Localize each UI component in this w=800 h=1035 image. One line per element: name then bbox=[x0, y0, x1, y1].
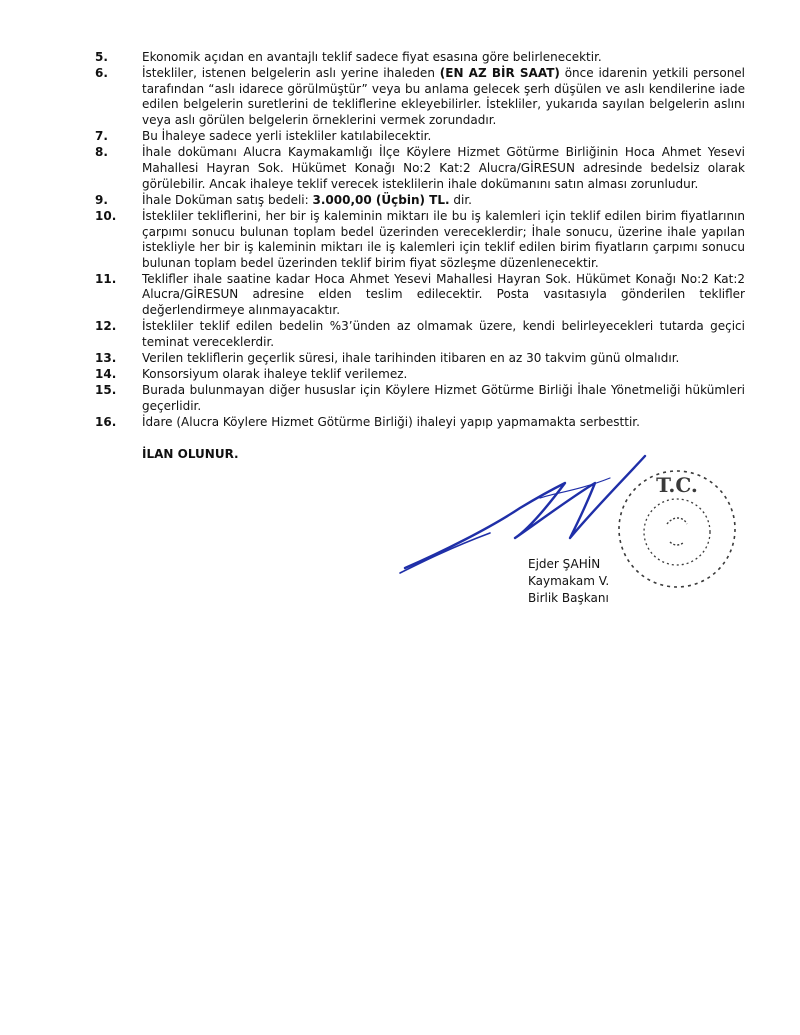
item-text bbox=[142, 129, 745, 145]
item-text-part: dir. bbox=[449, 192, 472, 207]
list-item bbox=[95, 193, 745, 209]
list-item bbox=[95, 351, 745, 367]
item-number: 15. bbox=[95, 383, 117, 398]
list-item bbox=[95, 383, 745, 414]
item-text-part: Burada bulunmayan diğer hususlar için Köylere Hizmet Götürme Birliği İhale Yönetmeliği hükümleri geçerlidir. bbox=[142, 383, 745, 413]
item-text bbox=[142, 415, 745, 431]
item-number: 9. bbox=[95, 192, 108, 207]
item-text-part: İhale dokümanı Alucra Kaymakamlığı İlçe Köylere Hizmet Götürme Birliğinin Hoca Ahmet Yesevi Mahallesi Hayran Sok. Hükümet Konağı No:2 Kat:2 Alucra/GİRESUN adresinde bedelsiz olarak görülebilir. Ancak ihaleye teklif verecek isteklilerin ihale dokümanını satın alması zorunludur. bbox=[142, 145, 745, 191]
signer-name: Ejder ŞAHİN bbox=[528, 557, 601, 571]
item-text-part: Teklifler ihale saatine kadar Hoca Ahmet Yesevi Mahallesi Hayran Sok. Hükümet Konağı No:2 Kat:2 Alucra/GİRESUN adresine elden teslim edilecektir. Posta vasıtasıyla gönderilen teklifler değerlendirmeye alınmayacaktır. bbox=[142, 271, 745, 318]
official-seal-icon bbox=[612, 462, 742, 597]
item-number: 12. bbox=[95, 319, 117, 334]
item-text-part: İdare (Alucra Köylere Hizmet Götürme Birliği) ihaleyi yapıp yapmamakta serbesttir. bbox=[142, 415, 640, 430]
list-item bbox=[95, 415, 745, 431]
item-text bbox=[142, 209, 745, 271]
item-number: 13. bbox=[95, 351, 117, 366]
list-item bbox=[95, 50, 745, 66]
item-text bbox=[142, 66, 745, 128]
signer-title: Kaymakam V. bbox=[528, 574, 610, 588]
list-item bbox=[95, 66, 745, 128]
item-text bbox=[142, 50, 745, 66]
item-text-part: İstekliler teklif edilen bedelin %3’ünden az olmamak üzere, kendi belirleyecekleri tutarda geçici teminat vereceklerdir. bbox=[142, 319, 745, 349]
item-number: 10. bbox=[95, 208, 117, 223]
item-text-bold: 3.000,00 (Üçbin) TL. bbox=[312, 192, 450, 207]
item-number: 8. bbox=[95, 145, 108, 160]
list-item bbox=[95, 319, 745, 350]
seal-text: T.C. bbox=[656, 473, 698, 497]
list-item bbox=[95, 209, 745, 271]
signature-icon bbox=[380, 448, 650, 598]
item-text-bold: (EN AZ BİR SAAT) bbox=[439, 66, 560, 81]
item-text bbox=[142, 351, 745, 367]
item-text bbox=[142, 383, 745, 414]
item-text-part: Bu İhaleye sadece yerli istekliler katılabilecektir. bbox=[142, 129, 432, 144]
item-text-part: önce idarenin yetkili personel tarafından “aslı idarece görülmüştür” veya bu anlama gelecek şerh düşülen ve aslı kendilerine iade edilen belgelerin suretlerini de tekliflerine ekleyebilirler. İstekliler, yukarıda sayılan belgelerin aslını veya aslı görülen belgelerin örneklerini vermek zorundadır. bbox=[142, 66, 746, 127]
item-text-part: İstekliler tekliflerini, her bir iş kaleminin miktarı ile bu iş kalemleri için teklif edilen birim fiyatlarının çarpımı sonucu bulunan toplam bedel üzerinden vereceklerdir; İhale sonucu, üzerine ihale yapılan istekliyle her bir iş kaleminin miktarı ile iş kalemleri için teklif edilen birim fiyatların çarpımı sonucu bulunan toplam bedel üzerinden teklif birim fiyat sözleşme düzenlenecektir. bbox=[142, 208, 745, 270]
item-number: 6. bbox=[95, 66, 108, 81]
item-text bbox=[142, 272, 745, 319]
item-text-part: Verilen tekliflerin geçerlik süresi, ihale tarihinden itibaren en az 30 takvim günü olmalıdır. bbox=[142, 351, 680, 366]
closing-statement: İLAN OLUNUR. bbox=[142, 447, 239, 461]
conditions-list bbox=[95, 50, 745, 431]
item-text bbox=[142, 145, 745, 192]
item-text bbox=[142, 193, 745, 209]
item-text-part: Ekonomik açıdan en avantajlı teklif sadece fiyat esasına göre belirlenecektir. bbox=[142, 50, 602, 64]
list-item bbox=[95, 272, 745, 319]
item-number: 11. bbox=[95, 271, 117, 286]
list-item bbox=[95, 145, 745, 192]
item-text-part: İstekliler, istenen belgelerin aslı yerine ihaleden bbox=[142, 66, 440, 81]
signer-role: Birlik Başkanı bbox=[528, 591, 609, 605]
list-item bbox=[95, 129, 745, 145]
item-text-part: İhale Doküman satış bedeli: bbox=[142, 192, 313, 207]
item-number: 16. bbox=[95, 415, 117, 430]
item-number: 14. bbox=[95, 367, 117, 382]
item-number: 7. bbox=[95, 129, 108, 144]
item-text-part: Konsorsiyum olarak ihaleye teklif verilemez. bbox=[142, 367, 408, 382]
signer-block bbox=[528, 556, 609, 607]
item-number: 5. bbox=[95, 50, 108, 64]
list-item bbox=[95, 367, 745, 383]
item-text bbox=[142, 367, 745, 383]
item-text bbox=[142, 319, 745, 350]
